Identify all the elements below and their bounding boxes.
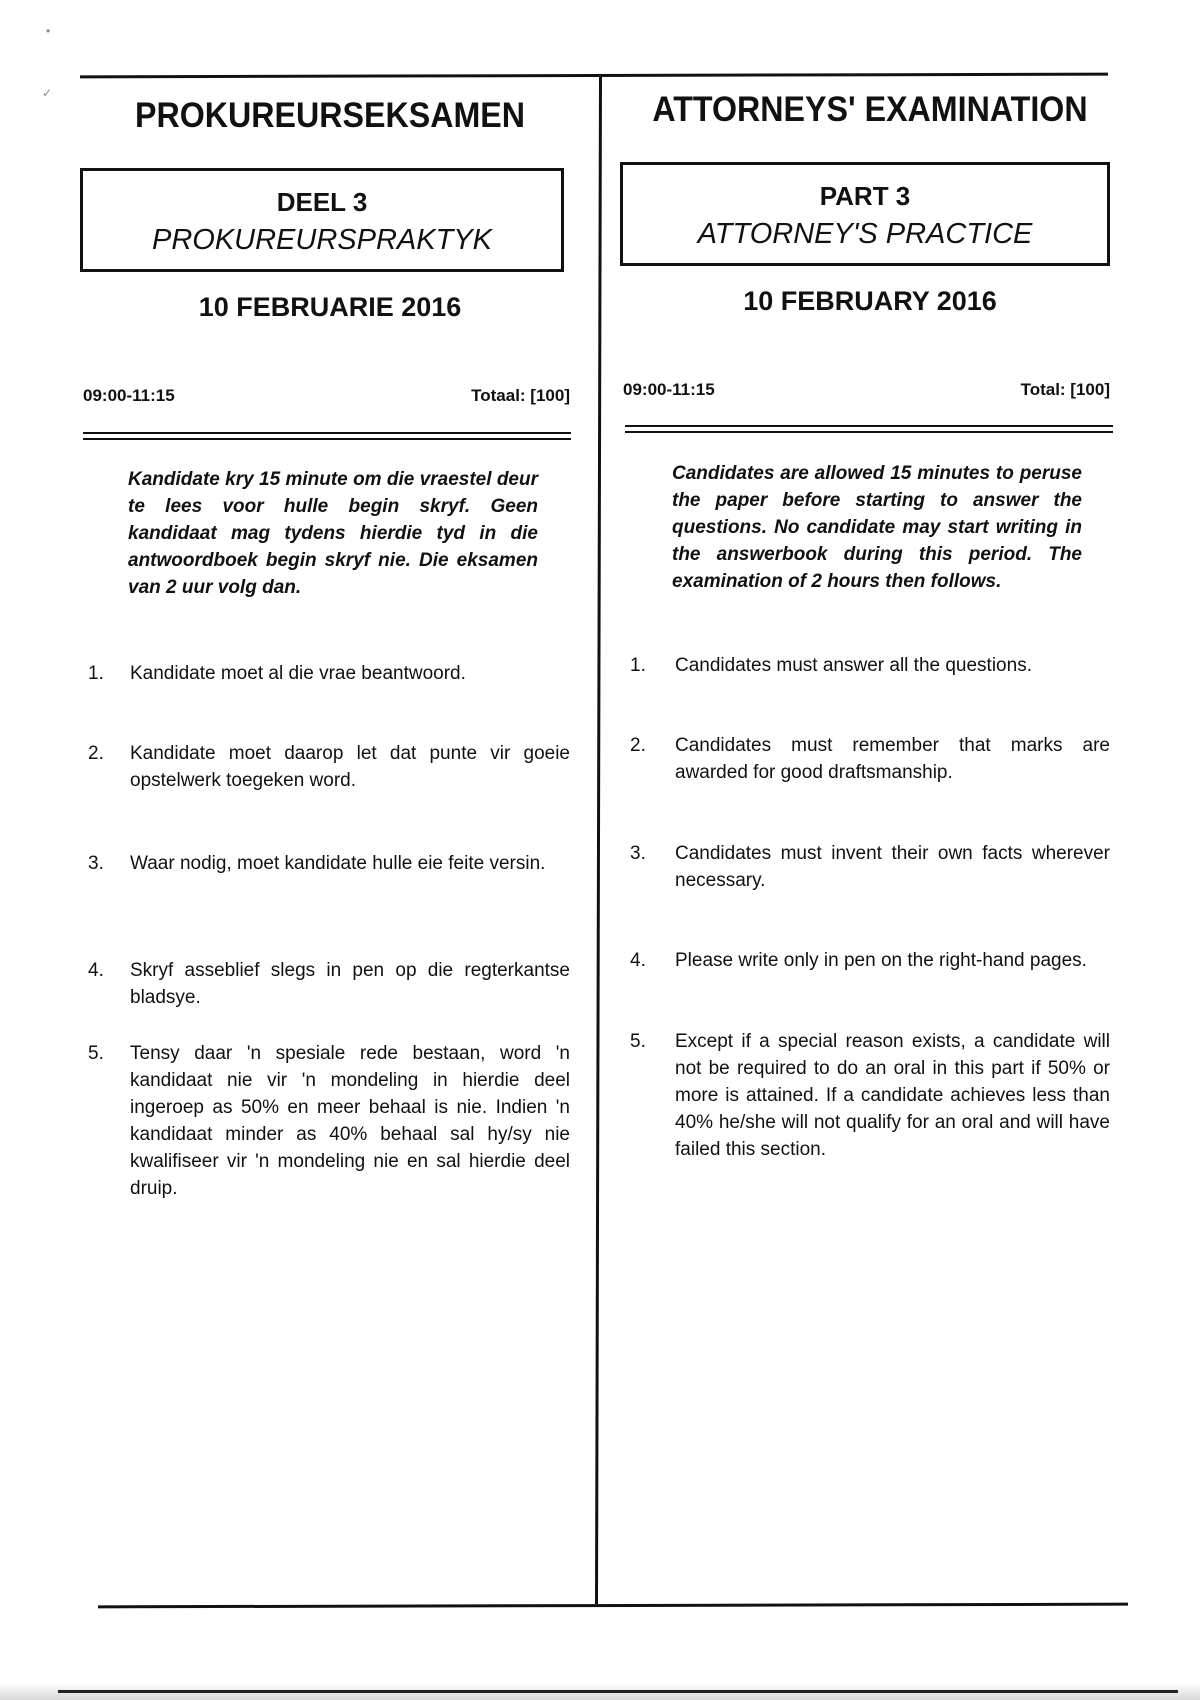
intro-paragraph: Candidates are allowed 15 minutes to peruse the paper before starting to answer the questions. No candidate may start writing in the answerbook during this period. The examination of 2 hours then follows. [672, 463, 1082, 592]
part-box [620, 162, 1110, 266]
exam-time: 09:00-11:15 [83, 386, 175, 405]
instruction-text: Kandidate moet al die vrae beantwoord. [130, 663, 466, 684]
instruction-number: 1. [88, 663, 104, 684]
instruction-number: 1. [630, 655, 646, 676]
instruction-number: 5. [630, 1031, 646, 1052]
instruction-number: 5. [88, 1043, 104, 1064]
instruction-text: Waar nodig, moet kandidate hulle eie feite versin. [130, 853, 546, 874]
scan-edge-line [58, 1690, 1178, 1693]
instruction-number: 2. [630, 735, 646, 756]
exam-time: 09:00-11:15 [623, 380, 715, 399]
part-name: PROKUREURSPRAKTYK [151, 224, 492, 256]
column-divider [595, 74, 602, 1604]
intro-paragraph: Kandidate kry 15 minute om die vraestel deur te lees voor hulle begin skryf. Geen kandidaat mag tydens hierdie tyd in die antwoordboek begin skryf nie. Die eksamen van 2 uur volg dan. [128, 469, 538, 598]
bottom-rule [98, 1603, 1128, 1609]
instruction-text: Kandidate moet daarop let dat punte vir goeie opstelwerk toegeken word. [130, 743, 570, 791]
instruction-text: Tensy daar 'n spesiale rede bestaan, word 'n kandidaat nie vir 'n mondeling in hierdie deel ingeroep as 50% en meer behaal is nie. Indien 'n kandidaat minder as 40% behaal sal hy/sy nie kwalifiseer vir 'n mondeling nie en sal hierdie deel druip. [130, 1043, 570, 1199]
instruction-number: 2. [88, 743, 104, 764]
part-number: DEEL 3 [276, 187, 368, 217]
instruction-text: Except if a special reason exists, a candidate will not be required to do an oral in this part if 50% or more is attained. If a candidate achieves less than 40% he/she will not qualify for an oral and will have failed this section. [675, 1031, 1110, 1160]
instruction-text: Please write only in pen on the right-hand pages. [675, 950, 1087, 971]
exam-total: Totaal: [100] [471, 386, 570, 405]
exam-title: ATTORNEYS' EXAMINATION [652, 90, 1088, 129]
instruction-text: Candidates must answer all the questions. [675, 655, 1032, 676]
afrikaans-column [80, 0, 580, 1600]
exam-date: 10 FEBRUARY 2016 [743, 286, 997, 316]
part-name: ATTORNEY'S PRACTICE [697, 218, 1033, 250]
instruction-text: Skryf asseblief slegs in pen op die regterkantse bladsye. [130, 960, 570, 1008]
part-box [80, 168, 564, 272]
instruction-number: 4. [630, 950, 646, 971]
exam-total: Total: [100] [1020, 380, 1110, 399]
exam-date: 10 FEBRUARIE 2016 [198, 292, 462, 322]
scan-speck: • [46, 24, 51, 38]
instruction-text: Candidates must remember that marks are awarded for good draftsmanship. [675, 735, 1110, 783]
instruction-number: 3. [88, 853, 104, 874]
instruction-number: 4. [88, 960, 104, 981]
double-rule [625, 425, 1113, 433]
part-number: PART 3 [819, 181, 911, 211]
exam-title: PROKUREURSEKSAMEN [134, 96, 526, 135]
double-rule [83, 432, 571, 440]
scan-tick-mark: ✓ [42, 86, 53, 100]
instruction-number: 3. [630, 843, 646, 864]
instruction-text: Candidates must invent their own facts wherever necessary. [675, 843, 1110, 891]
english-column [620, 0, 1120, 1600]
